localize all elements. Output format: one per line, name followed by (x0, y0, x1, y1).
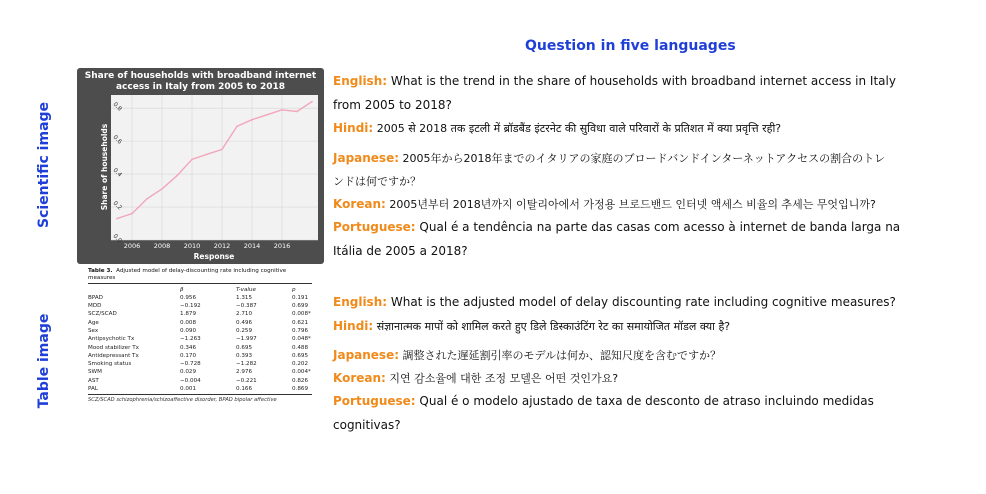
x-tick-label: 2006 (123, 242, 141, 250)
table-cell: 0.496 (236, 319, 253, 326)
q2-hindi-line: Hindi: संज्ञानात्मक मापों को शामिल करते हुए डिले डिस्काउंटिंग रेट का समायोजित मॉडल क्या है? (333, 319, 731, 333)
x-tick-label: 2012 (213, 242, 231, 250)
table-cell: 0.029 (180, 369, 197, 376)
table-cell: Age (88, 319, 99, 326)
data-point (236, 126, 238, 128)
table-cell: −0.004 (180, 377, 201, 384)
table-row (88, 377, 312, 385)
col-header-p: p (292, 286, 296, 293)
x-tick-label: 2016 (273, 242, 291, 250)
q1-portuguese-line-2: Itália de 2005 a 2018? (333, 244, 468, 258)
data-point (296, 111, 298, 113)
col-header (88, 285, 180, 294)
table-caption (88, 268, 312, 282)
scientific-image-label: Scientific image (36, 101, 52, 228)
table-cell: BPAD (88, 294, 103, 301)
table-cell: 0.008* (292, 311, 311, 318)
table-cell: 0.488 (292, 344, 309, 351)
table-row (88, 385, 312, 393)
table-row (88, 311, 312, 319)
x-tick-label: 2014 (243, 242, 261, 250)
data-point (266, 114, 268, 116)
table-cell: AST (88, 377, 99, 384)
table-cell: 0.956 (180, 294, 197, 301)
table-cell: 0.346 (180, 344, 197, 351)
q1-japanese-line-2: ンドは何ですか？ (333, 175, 421, 188)
data-point (206, 154, 208, 156)
table-cell: 0.393 (236, 352, 253, 359)
table-cell: 0.621 (292, 319, 309, 326)
regression-table (88, 285, 312, 393)
table-cell: 0.048* (292, 336, 311, 343)
data-point (161, 188, 163, 190)
table-cell: 0.695 (292, 352, 309, 359)
table-cell: −0.192 (180, 303, 201, 310)
y-tick-label: 0.4 (111, 166, 124, 179)
q1-korean-line: Korean: 2005년부터 2018년까지 이탈리아에서 가정용 브로드밴드 인터넷 액세스 비율의 추세는 무엇입니까? (333, 197, 876, 211)
table-cell: PAL (88, 385, 98, 392)
data-point (131, 213, 133, 215)
table-row (88, 352, 312, 360)
table-cell: 0.166 (236, 385, 253, 392)
y-tick-label: 0.0 (111, 232, 124, 245)
q1-japanese-line-1: Japanese: 2005年から2018年までのイタリアの家庭のブロードバンドインターネットアクセスの割合のトレ (333, 151, 886, 165)
table-cell: Antidepressant Tx (88, 352, 139, 359)
data-point (281, 109, 283, 111)
table-cell: 0.202 (292, 361, 309, 368)
x-axis-label: Response (193, 252, 235, 261)
y-tick-label: 0.2 (111, 199, 124, 212)
table-cell: −0.221 (236, 377, 257, 384)
table-row (88, 319, 312, 327)
table-cell: −1.263 (180, 336, 201, 343)
table-caption-number: Table 3. (88, 268, 113, 274)
table-cell: Antipsychotic Tx (88, 336, 135, 343)
table-row (88, 344, 312, 352)
data-point (146, 198, 148, 200)
table-row (88, 369, 312, 377)
table-cell: 0.090 (180, 328, 197, 335)
q2-english-line: English: What is the adjusted model of delay discounting rate including cognitive measures? (333, 295, 896, 309)
table-cell: −1.282 (236, 361, 257, 368)
table-cell: 0.796 (292, 328, 309, 335)
x-tick-label: 2008 (153, 242, 171, 250)
data-point (311, 101, 313, 103)
table-cell: Mood stabilizer Tx (88, 344, 139, 351)
table-cell: MDD (88, 303, 102, 310)
data-point (191, 158, 193, 160)
table-footnote: SCZ/SCAD schizophrenia/schizoaffective disorder, BPAD bipolar affective (88, 397, 277, 404)
table-cell: 0.170 (180, 352, 197, 359)
data-point (176, 175, 178, 177)
table-row (88, 302, 312, 310)
chart-title-line-1: Share of households with broadband internet (84, 71, 317, 81)
table-cell: −1.997 (236, 336, 257, 343)
table-cell: 0.869 (292, 385, 309, 392)
y-axis-label: Share of households (100, 123, 109, 211)
table-cell: 0.001 (180, 385, 197, 392)
table-cell: 2.976 (236, 369, 253, 376)
table-cell: 0.259 (236, 328, 253, 335)
col-header-beta: β (180, 286, 184, 293)
col-header-tvalue: T-value (236, 286, 256, 293)
q2-portuguese-line-2: cognitivas? (333, 418, 401, 432)
table-cell: 2.710 (236, 311, 253, 318)
q2-portuguese-line-1: Portuguese: Qual é o modelo ajustado de taxa de desconto de atraso incluindo medidas (333, 394, 874, 408)
table-cell: 0.191 (292, 294, 309, 301)
table-row (88, 335, 312, 343)
table-cell: 0.826 (292, 377, 309, 384)
chart-title-line-2: access in Italy from 2005 to 2018 (115, 82, 286, 92)
data-point (116, 218, 118, 220)
table-cell: 0.004* (292, 369, 311, 376)
broadband-line-chart (77, 68, 324, 264)
q2-japanese-line: Japanese: 調整された遅延割引率のモデルは何か、認知尺度を含むですか？ (333, 348, 721, 362)
table-image (86, 266, 314, 456)
q1-english-line-2: from 2005 to 2018? (333, 98, 452, 112)
section-heading: Question in five languages (525, 38, 736, 54)
table-cell: −0.387 (236, 303, 257, 310)
table-row (88, 360, 312, 368)
table-row (88, 327, 312, 335)
table-cell: 1.879 (180, 311, 197, 318)
table-cell: 0.008 (180, 319, 197, 326)
x-tick-label: 2010 (183, 242, 201, 250)
table-row (88, 294, 312, 302)
table-cell: Sex (88, 328, 99, 335)
y-tick-label: 0.8 (111, 100, 124, 113)
plot-area (111, 95, 318, 240)
table-header-row (88, 285, 312, 294)
data-point (251, 119, 253, 121)
table-cell: SCZ/SCAD (88, 311, 117, 318)
q1-english-line-1: English: What is the trend in the share of households with broadband internet access in Italy (333, 74, 896, 88)
table-caption-text: Adjusted model of delay-discounting rate including cognitive measures (88, 268, 287, 281)
table-cell: −0.728 (180, 361, 201, 368)
data-point (221, 149, 223, 151)
q2-korean-line: Korean: 지연 감소율에 대한 조정 모델은 어떤 것인가요? (333, 371, 619, 385)
table-cell: Smoking status (88, 361, 132, 368)
q1-portuguese-line-1: Portuguese: Qual é a tendência na parte das casas com acesso à internet de banda larga na (333, 220, 901, 234)
table-cell: SWM (88, 369, 102, 376)
table-cell: 1.315 (236, 294, 253, 301)
y-tick-label: 0.6 (111, 133, 124, 146)
q1-hindi-line: Hindi: 2005 से 2018 तक इटली में ब्रॉडबैंड इंटरनेट की सुविधा वाले परिवारों के प्रतिशत में क्या प्रवृत्ति रही? (333, 121, 782, 135)
table-cell: 0.699 (292, 303, 309, 310)
table-image-label: Table image (36, 313, 52, 409)
table-cell: 0.695 (236, 344, 253, 351)
